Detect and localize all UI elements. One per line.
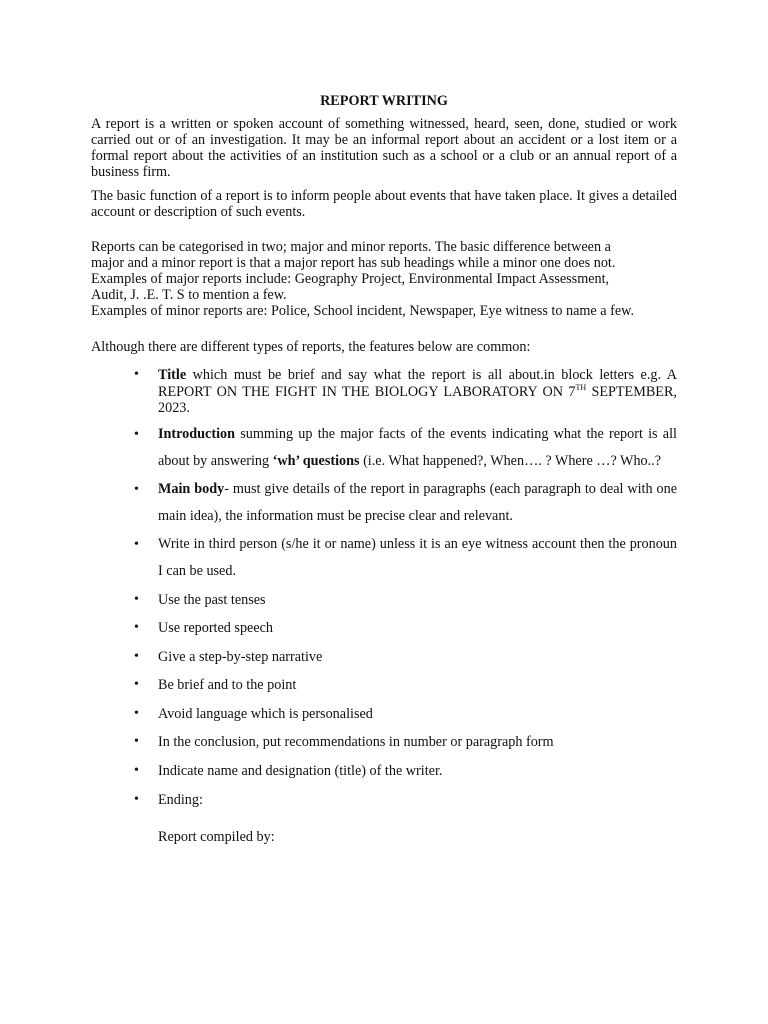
report-compiled-by: Report compiled by: (158, 829, 275, 846)
document-title: REPORT WRITING (320, 93, 448, 109)
main-body-text: - must give details of the report in paragraphs (each paragraph to deal with one main idea), the information must be precise clear and relevant. (158, 480, 677, 524)
list-item (91, 728, 677, 757)
ordinal-suffix: TH (575, 382, 587, 392)
bullet-icon: • (134, 620, 139, 636)
list-item-text: Use the past tenses (158, 591, 266, 608)
introduction-text: summing up the major facts of the events indicating what the report is all about by answering (158, 425, 677, 469)
bullet-icon: • (134, 705, 139, 721)
introduction-text-end: (i.e. What happened?, When…. ? Where …? Who..? (359, 452, 662, 469)
list-item-text: Ending: (158, 791, 203, 808)
categories-line: Reports can be categorised in two; major and minor reports. The basic difference between a (91, 239, 611, 255)
third-person-text: Write in third person (s/he it or name) unless it is an eye witness account then the pronoun I can be used. (158, 535, 677, 579)
list-item (91, 586, 677, 615)
list-item-text: Indicate name and designation (title) of the writer. (158, 763, 443, 780)
features-intro: Although there are different types of reports, the features below are common: (91, 339, 531, 355)
categories-line: Examples of minor reports are: Police, School incident, Newspaper, Eye witness to name a few. (91, 303, 634, 319)
title-date: SEPTEMBER, 2023. (158, 383, 677, 416)
list-item (91, 786, 677, 815)
bullet-icon: • (134, 481, 139, 497)
bullet-icon: • (134, 763, 139, 779)
list-item-text: Give a step-by-step narrative (158, 648, 323, 665)
features-list (91, 367, 677, 814)
list-item (91, 700, 677, 729)
list-item (91, 367, 677, 417)
title-text: which must be brief and say what the report is all about.in block letters e.g. A REPORT ON THE FIGHT IN THE BIOLOGY LABORATORY ON 7 (158, 367, 677, 400)
list-item (91, 476, 677, 530)
list-item-text: Use reported speech (158, 620, 274, 637)
bullet-icon: • (134, 591, 139, 607)
bullet-icon: • (134, 648, 139, 664)
introduction-label: Introduction (158, 425, 235, 442)
list-item-text: Be brief and to the point (158, 677, 297, 694)
bullet-icon: • (134, 734, 139, 750)
paragraph-definition: A report is a written or spoken account of something witnessed, heard, seen, done, studied or work carried out or of an investigation. It may be an informal report about an accident or a lost item or a formal report about the activities of an institution such as a school or a club or an annual report of a business firm. (91, 116, 677, 180)
paragraph-function: The basic function of a report is to inform people about events that have taken place. It gives a detailed account or description of such events. (91, 188, 677, 220)
document-page (91, 92, 677, 846)
list-item (91, 421, 677, 475)
paragraph-categories (91, 239, 677, 319)
bullet-icon: • (134, 677, 139, 693)
list-item (91, 531, 677, 585)
categories-line: Examples of major reports include: Geography Project, Environmental Impact Assessment, (91, 271, 610, 287)
list-item (91, 643, 677, 672)
list-item-text: In the conclusion, put recommendations in number or paragraph form (158, 734, 554, 751)
list-item (91, 614, 677, 643)
list-item-text: Avoid language which is personalised (158, 705, 373, 722)
bullet-icon: • (134, 536, 139, 552)
wh-questions-label: ‘wh’ questions (272, 452, 360, 469)
bullet-icon: • (134, 791, 139, 807)
title-label: Title (158, 367, 187, 383)
list-item (91, 757, 677, 786)
bullet-icon: • (134, 367, 139, 382)
bullet-icon: • (134, 426, 139, 442)
categories-line: Audit, J. .E. T. S to mention a few. (91, 287, 287, 303)
categories-line: major and a minor report is that a major report has sub headings while a minor one does not. (91, 255, 616, 271)
main-body-label: Main body (158, 480, 225, 497)
list-item (91, 671, 677, 700)
